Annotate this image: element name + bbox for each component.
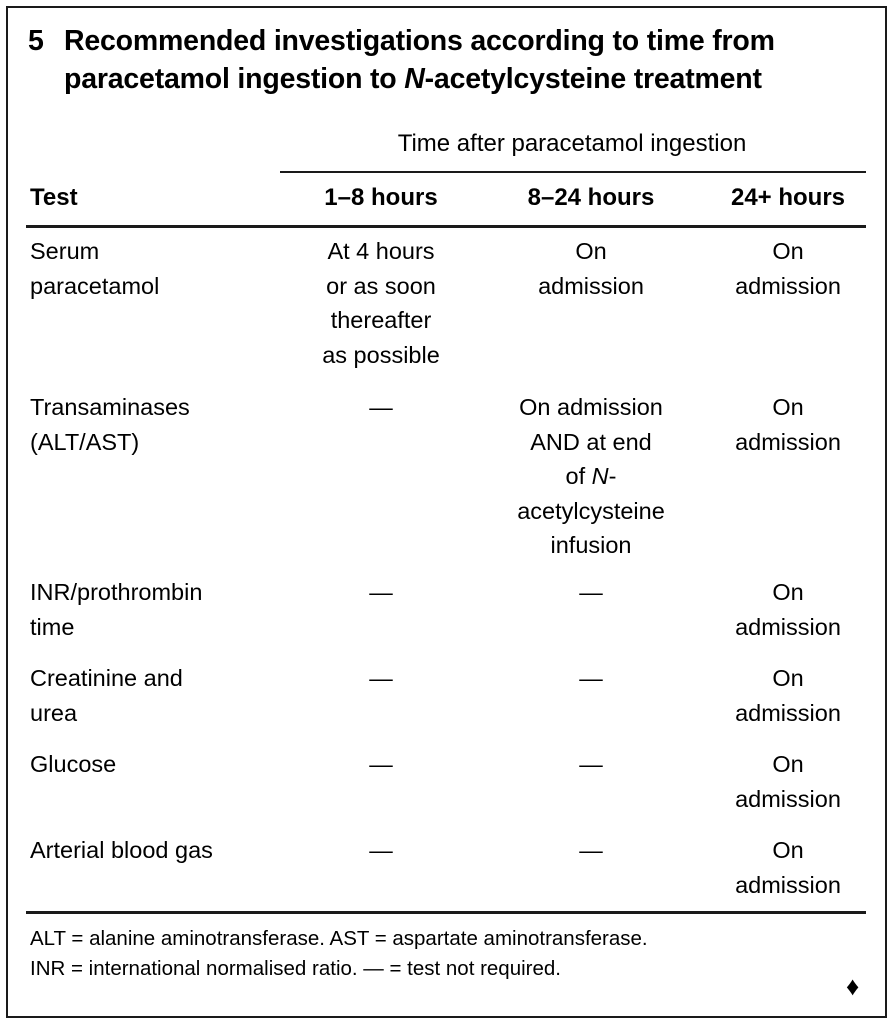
cell-1-8-hours: — [369, 837, 393, 863]
row-label-cell: Glucose [30, 751, 117, 777]
table-row [8, 390, 885, 575]
cell-24-plus-hours: On admission [735, 579, 841, 640]
column-header-row [8, 181, 885, 223]
cell-24-plus-hours: On admission [735, 394, 841, 455]
column-header-24-plus-hours: 24+ hours [730, 184, 846, 211]
cell-8-24-hours: — [579, 665, 603, 691]
header-bottom-rule [26, 225, 866, 228]
table-row [8, 661, 885, 747]
cell-24-plus-hours: On admission [735, 665, 841, 726]
table-title-text-1: Recommended investigations according to time from [64, 25, 775, 57]
cell-8-24-hours: On admission AND at end of N- acetylcysteine infusion [517, 394, 665, 558]
cell-8-24-hours: On admission [538, 238, 644, 299]
cell-8-24-hours: — [579, 837, 603, 863]
end-of-table-diamond-icon: ♦ [846, 971, 860, 1001]
table-title-line-2 [28, 60, 864, 98]
footnote-line-1: ALT = alanine aminotransferase. AST = aspartate aminotransferase. [30, 927, 648, 950]
column-header-8-24-hours: 8–24 hours [527, 184, 655, 211]
cell-1-8-hours: — [369, 394, 393, 420]
cell-24-plus-hours: On admission [735, 751, 841, 812]
italic-n: N [591, 463, 609, 489]
table-row [8, 747, 885, 833]
table-body [8, 234, 885, 919]
table-title-line-1 [28, 22, 864, 60]
cell-24-plus-hours: On admission [735, 837, 841, 898]
row-label-cell: Serum paracetamol [30, 238, 160, 299]
table-title [28, 22, 864, 98]
table-row [8, 833, 885, 919]
table-number: 5 [28, 25, 44, 57]
span-header-rule [280, 171, 866, 173]
table-title-text-2b: -acetylcysteine treatment [424, 63, 762, 95]
table-row [8, 234, 885, 390]
cell-1-8-hours: — [369, 751, 393, 777]
cell-1-8-hours: At 4 hours or as soon thereafter as possible [322, 238, 440, 368]
column-header-test: Test [30, 184, 78, 211]
table-panel [6, 6, 887, 1018]
cell-24-plus-hours: On admission [735, 238, 841, 299]
row-label-cell: Creatinine and urea [30, 665, 183, 726]
row-label-cell: Arterial blood gas [30, 837, 213, 863]
cell-8-24-hours: — [579, 579, 603, 605]
cell-1-8-hours: — [369, 579, 393, 605]
footnote-top-rule [26, 911, 866, 914]
footnote-block [30, 924, 830, 984]
table-title-text-2a: paracetamol ingestion to [64, 63, 405, 95]
column-header-1-8-hours: 1–8 hours [324, 184, 438, 211]
table-row [8, 575, 885, 661]
cell-1-8-hours: — [369, 665, 393, 691]
footnote-line-2: INR = international normalised ratio. — = test not required. [30, 957, 561, 980]
row-label-cell: Transaminases (ALT/AST) [30, 394, 190, 455]
cell-8-24-hours: — [579, 751, 603, 777]
span-header-time-after-ingestion: Time after paracetamol ingestion [397, 130, 747, 157]
table-title-italic-n: N [404, 63, 425, 95]
row-label-cell: INR/prothrombin time [30, 579, 203, 640]
